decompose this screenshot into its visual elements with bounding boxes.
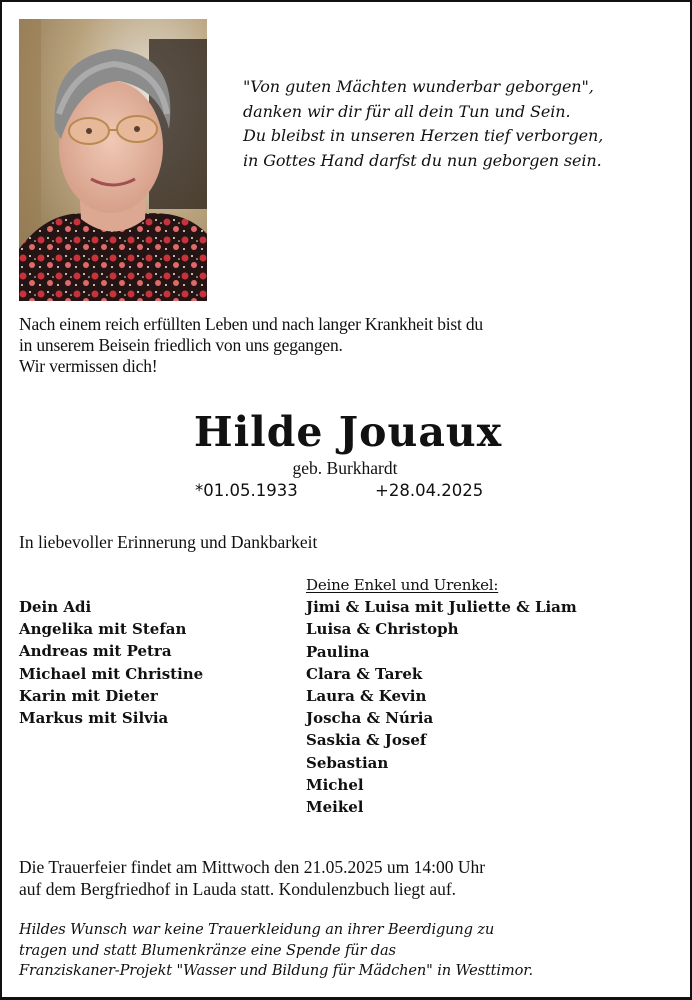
death-date: +28.04.2025 bbox=[375, 481, 484, 500]
quote-line: in Gottes Hand darfst du nun geborgen sein. bbox=[243, 150, 602, 170]
wish-line: tragen und statt Blumenkränze eine Spende für das bbox=[19, 941, 396, 959]
birth-date: *01.05.1933 bbox=[195, 481, 298, 500]
quote-line: Du bleibst in unseren Herzen tief verborgen, bbox=[243, 126, 604, 145]
ceremony-line: Die Trauerfeier findet am Mittwoch den 21.05.2025 um 14:00 Uhr bbox=[19, 857, 486, 877]
family-member: Angelika mit Stefan bbox=[19, 620, 187, 639]
wish-line: Franziskaner-Projekt "Wasser und Bildung für Mädchen" in Westtimor. bbox=[19, 962, 533, 979]
intro-line: Wir vermissen dich! bbox=[19, 356, 158, 376]
maiden-name: geb. Burkhardt bbox=[292, 458, 398, 478]
intro-line: Nach einem reich erfüllten Leben und nach langer Krankheit bist du bbox=[19, 314, 483, 334]
grandchild-entry: Clara & Tarek bbox=[306, 664, 423, 683]
family-member: Dein Adi bbox=[19, 598, 92, 616]
quote-line: "Von guten Mächten wunderbar geborgen", bbox=[243, 77, 594, 96]
grandchild-entry: Paulina bbox=[306, 642, 370, 661]
family-member: Markus mit Silvia bbox=[19, 709, 169, 728]
portrait-icon bbox=[19, 19, 207, 301]
memorial-quote bbox=[243, 75, 673, 173]
portrait-photo bbox=[19, 19, 207, 301]
grandchild-entry: Saskia & Josef bbox=[306, 731, 427, 750]
remembrance-line: In liebevoller Erinnerung und Dankbarkeit bbox=[19, 532, 318, 552]
grandchild-entry: Jimi & Luisa mit Juliette & Liam bbox=[306, 598, 577, 617]
intro-line: in unserem Beisein friedlich von uns gegangen. bbox=[19, 335, 343, 355]
grandchild-entry: Joscha & Núria bbox=[306, 709, 434, 728]
family-member: Michael mit Christine bbox=[19, 664, 204, 683]
family-member: Andreas mit Petra bbox=[19, 642, 172, 661]
ceremony-line: auf dem Bergfriedhof in Lauda statt. Kondulenzbuch liegt auf. bbox=[19, 878, 457, 899]
wish-line: Hildes Wunsch war keine Trauerkleidung an ihrer Beerdigung zu bbox=[19, 921, 495, 938]
ceremony-info bbox=[19, 857, 485, 900]
donation-wish bbox=[19, 920, 533, 982]
family-member: Karin mit Dieter bbox=[19, 686, 158, 705]
grandchild-entry: Luisa & Christoph bbox=[306, 620, 459, 639]
immediate-family-list bbox=[19, 596, 203, 729]
grandchild-entry: Sebastian bbox=[306, 753, 389, 772]
grandchildren-heading: Deine Enkel und Urenkel: bbox=[306, 576, 499, 594]
grandchildren-list bbox=[306, 574, 577, 818]
deceased-name: Hilde Jouaux bbox=[193, 408, 503, 456]
grandchild-entry: Meikel bbox=[306, 798, 364, 817]
quote-line: danken wir dir für all dein Tun und Sein. bbox=[243, 101, 571, 121]
intro-text bbox=[19, 314, 679, 377]
grandchild-entry: Michel bbox=[306, 775, 364, 794]
grandchild-entry: Laura & Kevin bbox=[306, 687, 427, 706]
